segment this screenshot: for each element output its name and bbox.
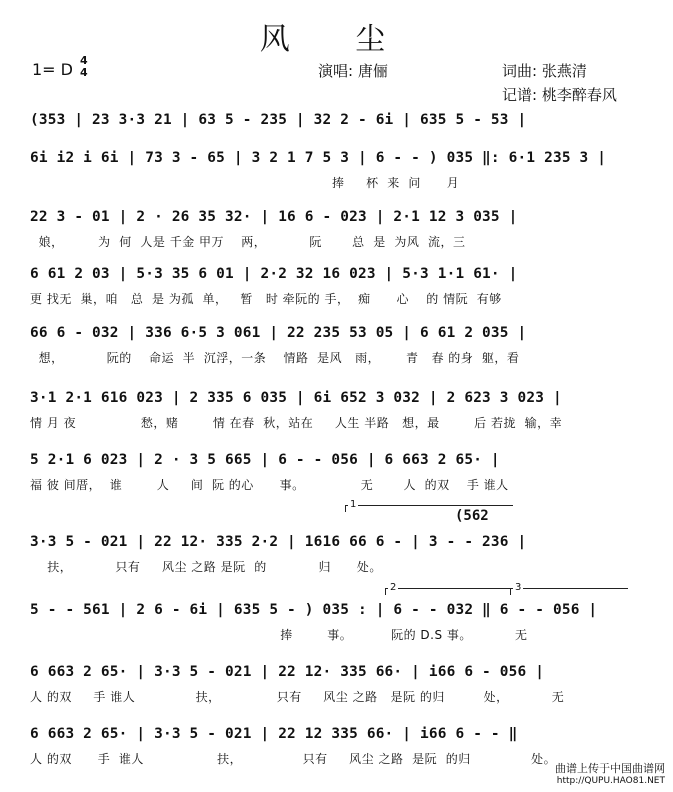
score-row-3 [30, 207, 645, 249]
lyrics-line: 更 找无 巢，咱 总 是 为孤 单， 暂 时 牵阮的 手， 痴 心 的 情阮 有够 [30, 292, 502, 306]
notes-line: 6 61 2 03 | 5·3 35 6 01 | 2·2 32 16 023 | 5·3 1·1 61· | [30, 266, 518, 282]
score-row-2 [30, 148, 645, 190]
lyrics-line: 人 的双 手 谁人 扶， 只有 风尘 之路 是阮 的归 处， 无 [30, 690, 565, 704]
volta-2 [385, 582, 513, 595]
notes-line: 6 663 2 65· | 3·3 5 - 021 | 22 12 335 66· | i66 6 - - ‖ [30, 726, 518, 742]
lyrics-line: 人 的双 手 谁人 扶， 只有 风尘 之路 是阮 的归 处。 [30, 752, 557, 766]
lyrics-line: 捧 事。 阮的 D.S 事。 无 [30, 628, 528, 642]
notes-line: 3·3 5 - 021 | 22 12· 335 2·2 | 1616 66 6 - | 3 - - 236 | [30, 534, 527, 550]
score-row-10 [30, 662, 645, 704]
notes-line: 22 3 - 01 | 2 · 26 35 32· | 16 6 - 023 | 2·1 12 3 035 | [30, 209, 518, 225]
score-row-9 [30, 600, 645, 642]
watermark [555, 762, 665, 788]
lyrics-line: 福 彼 间厝， 谁 人 间 阮 的心 事。 无 人 的双 手 谁人 [30, 478, 509, 492]
volta-label: 2 [390, 582, 397, 593]
notes-line: 6i i2 i 6i | 73 3 - 65 | 3 2 1 7 5 3 | 6 - - ) 035 ‖: 6·1 235 3 | [30, 150, 607, 166]
time-bottom: 4 [80, 66, 88, 79]
watermark-url: http://QUPU.HAO81.NET [556, 776, 665, 786]
ending-note: (562 [455, 508, 489, 524]
time-top: 4 [80, 54, 88, 67]
lyrics-line: 扶， 只有 风尘 之路 是阮 的 归 处。 [30, 560, 382, 574]
transcriber-credit: 记谱: 桃李醉春风 [502, 86, 617, 104]
lyrics-line: 捧 杯 来 问 月 [30, 176, 460, 190]
score-row-5 [30, 323, 645, 365]
watermark-line-1: 曲谱上传于中国曲谱网 [555, 762, 665, 775]
score-row-4 [30, 264, 645, 306]
notes-line: 6 663 2 65· | 3·3 5 - 021 | 22 12· 335 66· | i66 6 - 056 | [30, 664, 545, 680]
lyrics-line: 娘， 为 何 人是 千金 甲万 两， 阮 总 是 为风 流，三 [30, 235, 466, 249]
notes-line: 3·1 2·1 616 023 | 2 335 6 035 | 6i 652 3 032 | 2 623 3 023 | [30, 390, 562, 406]
score-row-1 [30, 110, 645, 130]
score-row-11 [30, 724, 645, 766]
lyrics-line: 想， 阮的 命运 半 沉浮，一条 情路 是风 雨， 青 春 的身 躯，看 [30, 351, 520, 365]
score-row-6 [30, 388, 645, 430]
notes-line: (353 | 23 3·3 21 | 63 5 - 235 | 32 2 - 6i | 635 5 - 53 | [30, 112, 527, 128]
composer-credit: 词曲: 张燕清 [502, 62, 587, 80]
volta-label: 3 [515, 582, 522, 593]
time-signature [80, 55, 88, 79]
song-title: 风 尘 [259, 22, 414, 57]
volta-3 [510, 582, 628, 595]
lyrics-line: 情 月 夜 愁，赌 情 在春 秋，站在 人生 半路 想，最 后 若拢 输，幸 [30, 416, 563, 430]
notes-line: 5 - - 561 | 2 6 - 6i | 635 5 - ) 035 : | 6 - - 032 ‖ 6 - - 056 | [30, 602, 598, 618]
key-signature: 1= D [32, 60, 73, 79]
score-row-7 [30, 450, 645, 492]
notes-line: 5 2·1 6 023 | 2 · 3 5 665 | 6 - - 056 | 6 663 2 65· | [30, 452, 500, 468]
score-row-8 [30, 532, 645, 574]
singer-credit: 演唱: 唐俪 [318, 62, 388, 80]
notes-line: 66 6 - 032 | 336 6·5 3 061 | 22 235 53 05 | 6 61 2 035 | [30, 325, 527, 341]
volta-label: 1 [350, 499, 357, 510]
